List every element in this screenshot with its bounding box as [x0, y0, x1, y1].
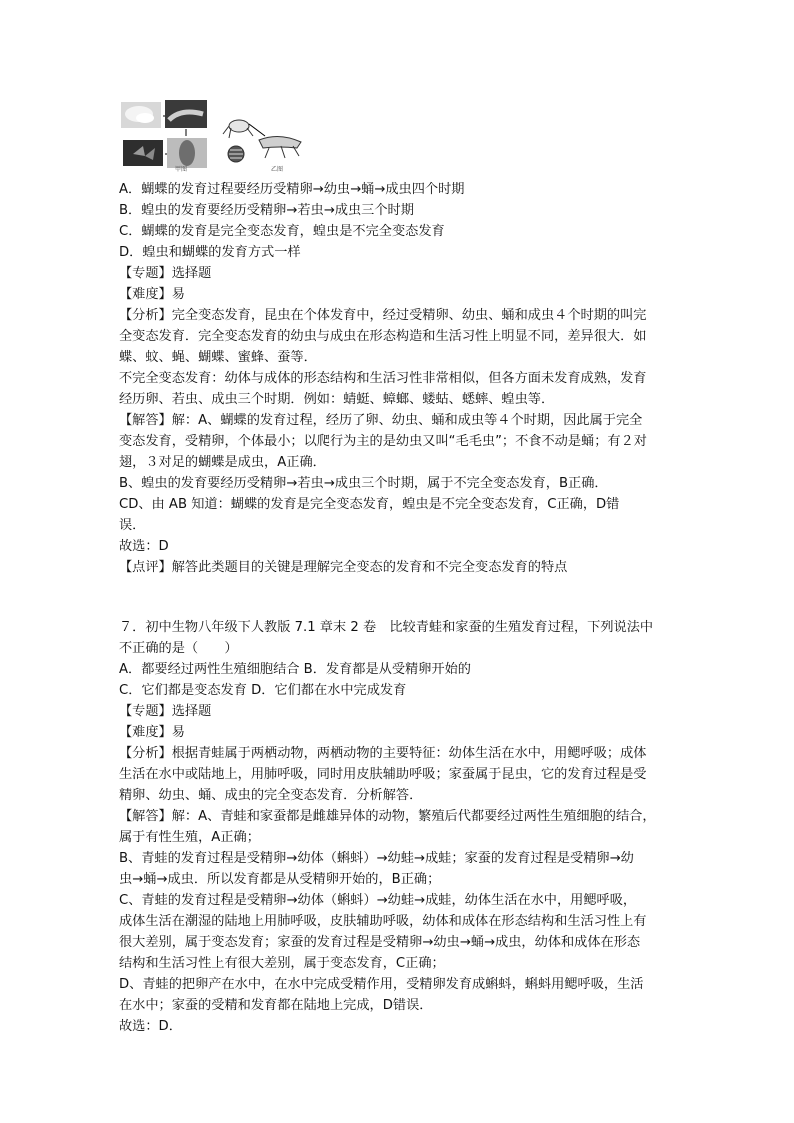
text-line: 属于有性生殖，A正确；	[119, 830, 260, 845]
text-line: B．蝗虫的发育要经历受精卵→若虫→成虫三个时期	[119, 203, 414, 218]
text-line: 翅，３对足的蝴蝶是成虫，A正确．	[119, 455, 326, 470]
text-line: 【分析】完全变态发育，昆虫在个体发育中，经过受精卵、幼虫、蛹和成虫４个时期的叫完	[119, 308, 647, 323]
figure-caption-left: 甲图	[175, 166, 188, 172]
text-line: C、青蛙的发育过程是受精卵→幼体（蝌蚪）→幼蛙→成蛙，幼体生活在水中，用鳃呼吸，	[119, 893, 637, 908]
question-7	[119, 617, 679, 1037]
text-line: 故选：D	[119, 539, 169, 554]
text-line: 不完全变态发育：幼体与成体的形态结构和生活习性非常相似，但各方面未发育成熟，发育	[119, 371, 647, 386]
text-line: A．都要经过两性生殖细胞结合 B．发育都是从受精卵开始的	[119, 662, 471, 677]
text-line: 虫→蛹→成虫．所以发育都是从受精卵开始的，B正确；	[119, 872, 441, 887]
text-line: 很大差别，属于变态发育；家蚕的发育过程是受精卵→幼虫→蛹→成虫，幼体和成体在形态	[119, 935, 641, 950]
text-line: 不正确的是（ ）	[119, 641, 238, 656]
grasshopper-drawing	[223, 120, 301, 162]
butterfly-photo-eggs	[121, 102, 161, 128]
text-line: 生活在水中或陆地上，用肺呼吸，同时用皮肤辅助呼吸；家蚕属于昆虫，它的发育过程是受	[119, 767, 647, 782]
text-line: D、青蛙的把卵产在水中，在水中完成受精作用，受精卵发育成蝌蚪，蝌蚪用鳃呼吸，生活	[119, 977, 644, 992]
text-line: 【专题】选择题	[119, 704, 212, 719]
text-line: 【解答】解：A、蝴蝶的发育过程，经历了卵、幼虫、蛹和成虫等４个时期，因此属于完全	[119, 413, 643, 428]
text-line: 【分析】根据青蛙属于两栖动物，两栖动物的主要特征：幼体生活在水中，用鳃呼吸；成体	[119, 746, 647, 761]
text-line: 精卵、幼虫、蛹、成虫的完全变态发育．分析解答．	[119, 788, 423, 803]
text-line: 成体生活在潮湿的陆地上用肺呼吸，皮肤辅助呼吸，幼体和成体在形态结构和生活习性上有	[119, 914, 647, 929]
text-line: 变态发育，受精卵，个体最小；以爬行为主的是幼虫又叫“毛毛虫”；不食不动是蛹；有２对	[119, 434, 647, 449]
text-line: 结构和生活习性上有很大差别，属于变态发育，C正确；	[119, 956, 445, 971]
text-line: 在水中；家蚕的受精和发育都在陆地上完成，D错误．	[119, 998, 433, 1013]
text-line: 【解答】解：A、青蛙和家蚕都是雌雄异体的动物，繁殖后代都要经过两性生殖细胞的结合，	[119, 809, 656, 824]
text-line: B、青蛙的发育过程是受精卵→幼体（蝌蚪）→幼蛙→成蛙；家蚕的发育过程是受精卵→幼	[119, 851, 634, 866]
butterfly-photo-larva	[165, 100, 207, 128]
text-line: D．蝗虫和蝴蝶的发育方式一样	[119, 245, 301, 260]
text-line: A．蝴蝶的发育过程要经历受精卵→幼虫→蛹→成虫四个时期	[119, 182, 465, 197]
butterfly-photo-adult	[123, 140, 163, 166]
text-line: B、蝗虫的发育要经历受精卵→若虫→成虫三个时期，属于不完全变态发育，B正确．	[119, 476, 608, 491]
text-line: 【难度】易	[119, 287, 185, 302]
text-line: ７．初中生物八年级下人教版 7.1 章末 2 卷 比较青蛙和家蚕的生殖发育过程，下列说法中	[119, 620, 654, 635]
text-line: C．蝴蝶的发育是完全变态发育，蝗虫是不完全变态发育	[119, 224, 445, 239]
text-line: 故选：D．	[119, 1019, 182, 1034]
text-line: 蝶、蚊、蝇、蝴蝶、蜜蜂、蚕等．	[119, 350, 317, 365]
text-line: 全变态发育．完全变态发育的幼虫与成虫在形态构造和生活习性上明显不同，差异很大．如	[119, 329, 647, 344]
text-line: C．它们都是变态发育 D．它们都在水中完成发育	[119, 683, 407, 698]
text-line: 经历卵、若虫、成虫三个时期．例如：蜻蜓、蟑螂、蝼蛄、蟋蟀、蝗虫等．	[119, 392, 555, 407]
butterfly-photo-pupa	[167, 138, 207, 168]
text-line: 误．	[119, 518, 146, 533]
butterfly-grasshopper-figure	[119, 96, 305, 172]
text-line: CD、由 AB 知道：蝴蝶的发育是完全变态发育，蝗虫是不完全变态发育，C正确，D错	[119, 497, 620, 512]
question-6-options-and-answer	[119, 179, 679, 578]
text-line: 【点评】解答此类题目的关键是理解完全变态的发育和不完全变态发育的特点	[119, 560, 568, 575]
text-line: 【难度】易	[119, 725, 185, 740]
figure-caption-right: 乙图	[271, 166, 284, 172]
text-line: 【专题】选择题	[119, 266, 212, 281]
